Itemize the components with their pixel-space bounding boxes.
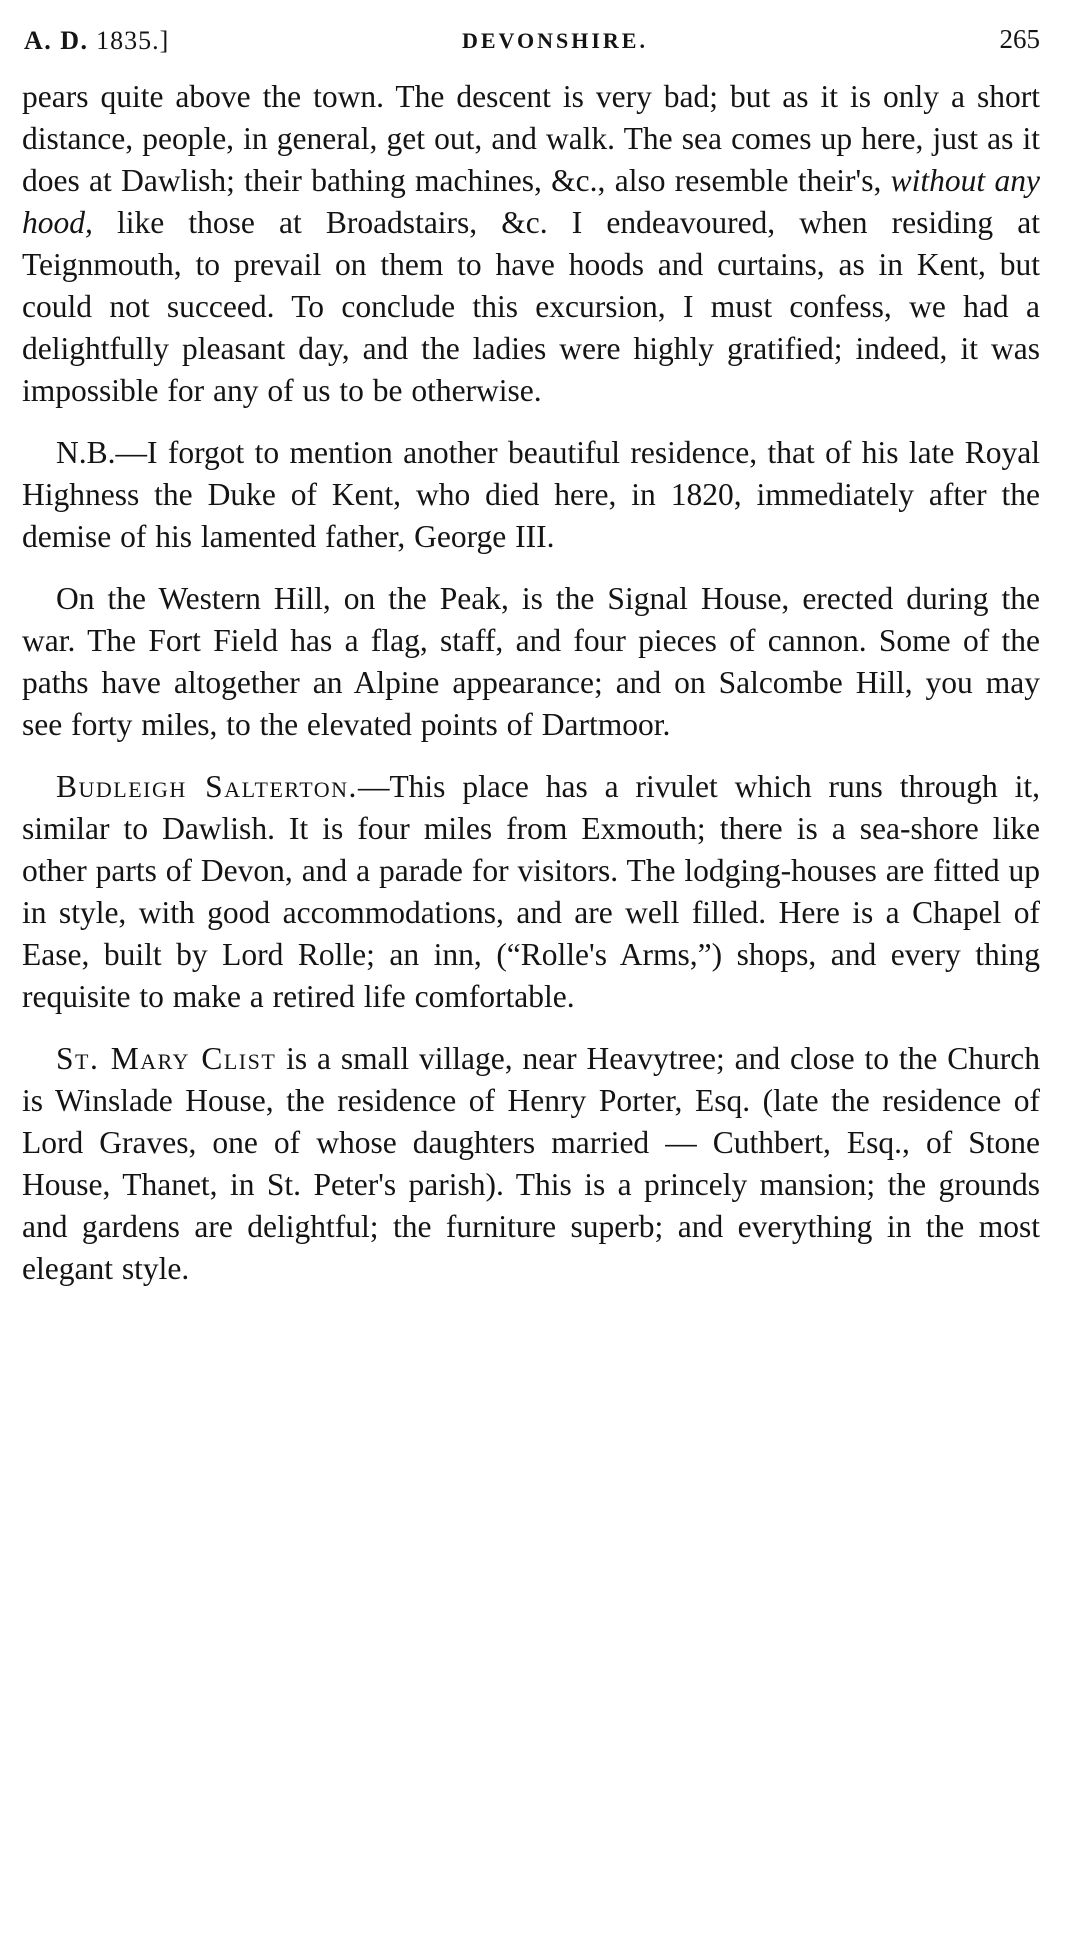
running-head-title: DEVONSHIRE. bbox=[462, 28, 648, 53]
p1-text-b: like those at Broadstairs, &c. I endeavoured, when residing at Teignmouth, to prevail on them to have hoods and curtains, as in Kent, but could not succeed. To conclude this excursion, I must confess, we had a delightfully pleasant day, and the ladies were highly gratified; indeed, it was impossible for any of us to be otherwise. bbox=[22, 205, 1040, 408]
body-text bbox=[22, 76, 1068, 1290]
budleigh-body: —This place has a rivulet which runs through it, similar to Dawlish. It is four miles from Exmouth; there is a sea-shore like other parts of Devon, and a parade for visitors. The lodging-houses are fitted up in style, with good accommodations, and are well filled. Here is a Chapel of Ease, built by Lord Rolle; an inn, (“Rolle's Arms,”) shops, and every thing requisite to make a retired life comfortable. bbox=[22, 769, 1041, 1014]
running-head-date bbox=[24, 26, 169, 56]
paragraph-st-mary-clist bbox=[22, 1038, 1040, 1290]
page-number: 265 bbox=[999, 24, 1040, 54]
running-head bbox=[22, 18, 1068, 58]
paragraph-budleigh-salterton bbox=[22, 766, 1040, 1018]
paragraph-continuation bbox=[22, 76, 1040, 412]
p1-italic-phrase: without any hood, bbox=[22, 163, 1040, 240]
paragraph-western-hill: On the Western Hill, on the Peak, is the Signal House, erected during the war. The Fort Field has a flag, staff, and four pieces of cannon. Some of the paths have altogether an Alpine appearance; and on Salcombe Hill, you may see forty miles, to the elevated points of Dartmoor. bbox=[22, 581, 1040, 742]
era-label: A. D. bbox=[24, 26, 89, 55]
paragraph-nb: N.B.—I forgot to mention another beautiful residence, that of his late Royal Highness the Duke of Kent, who died here, in 1820, immediately after the demise of his lamented father, George III. bbox=[22, 435, 1040, 554]
year-label: 1835.] bbox=[96, 26, 170, 55]
section-heading-st-mary-clist: St. Mary Clist bbox=[56, 1041, 277, 1076]
p1-text-a: pears quite above the town. The descent is very bad; but as it is only a short distance, people, in general, get out, and walk. The sea comes up here, just as it does at Dawlish; their bathing machines, &c., also resemble their's, bbox=[22, 79, 1040, 198]
st-mary-clist-body: is a small village, near Heavytree; and close to the Church is Winslade House, the residence of Henry Porter, Esq. (late the residence of Lord Graves, one of whose daughters married — Cuthbert, Esq., of Stone House, Thanet, in St. Peter's parish). This is a princely mansion; the grounds and gardens are delightful; the furniture superb; and everything in the most elegant style. bbox=[22, 1041, 1040, 1286]
section-heading-budleigh: Budleigh Salterton. bbox=[56, 769, 358, 804]
